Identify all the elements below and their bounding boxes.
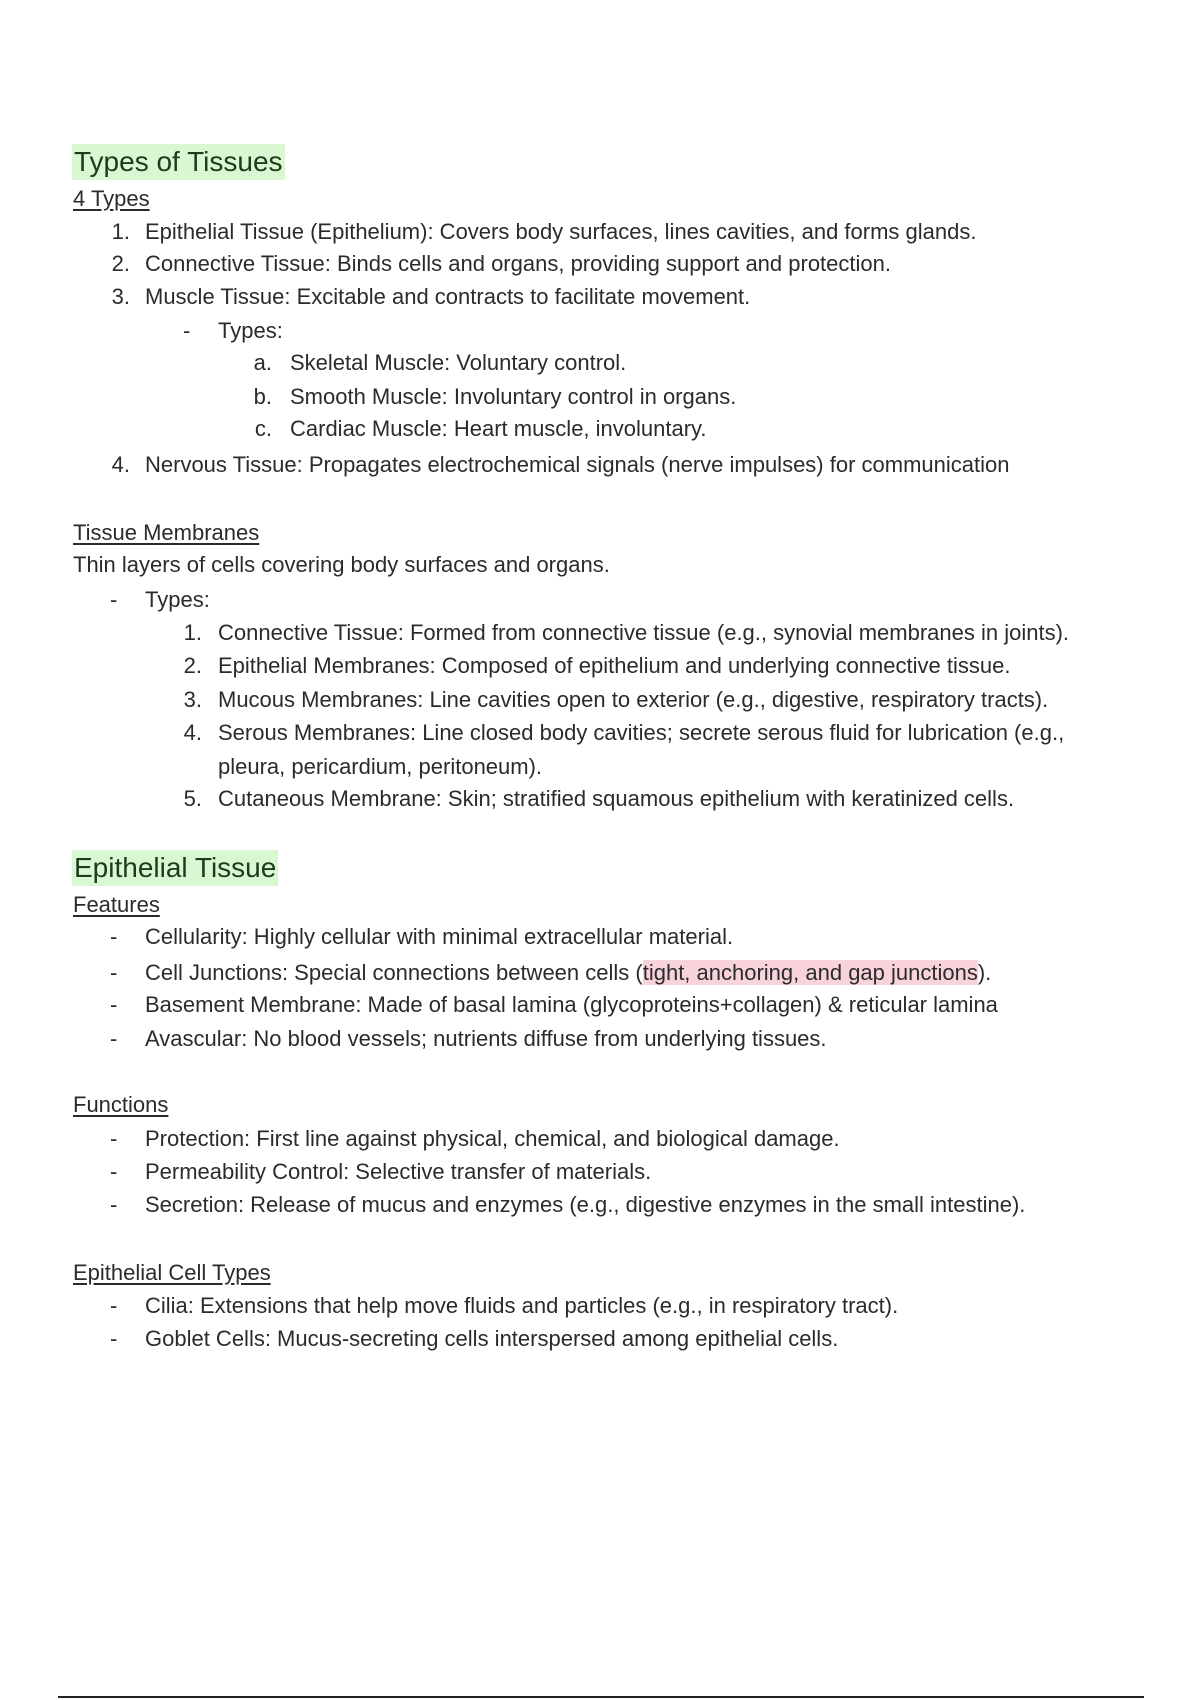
page-bottom-rule	[58, 1696, 1144, 1698]
heading-types-of-tissues: Types of Tissues	[72, 144, 285, 180]
junctions-highlight: tight, anchoring, and gap junctions	[642, 960, 978, 985]
list-marker: b.	[253, 384, 272, 409]
heading-epithelial-tissue: Epithelial Tissue	[72, 850, 278, 886]
list-marker: a.	[253, 350, 272, 375]
list-item: Muscle Tissue: Excitable and contracts to facilitate movement.	[145, 284, 751, 309]
list-item: Cellularity: Highly cellular with minimal extracellular material.	[145, 924, 734, 949]
list-item: Cutaneous Membrane: Skin; stratified squamous epithelium with keratinized cells.	[218, 786, 1015, 811]
bullet-dash: -	[110, 924, 118, 949]
list-item: Smooth Muscle: Involuntary control in organs.	[290, 384, 737, 409]
list-item: Goblet Cells: Mucus-secreting cells interspersed among epithelial cells.	[145, 1326, 839, 1351]
subheading-features: Features	[73, 892, 160, 917]
list-marker: 1.	[111, 219, 130, 244]
list-item: Cilia: Extensions that help move fluids and particles (e.g., in respiratory tract).	[145, 1293, 899, 1318]
bullet-dash: -	[110, 992, 118, 1017]
junctions-text: Cell Junctions: Special connections between cells (	[145, 960, 643, 985]
cell-junctions-item	[145, 958, 991, 988]
list-item: Permeability Control: Selective transfer of materials.	[145, 1159, 652, 1184]
list-item: Avascular: No blood vessels; nutrients diffuse from underlying tissues.	[145, 1026, 827, 1051]
list-marker: 4.	[183, 720, 202, 745]
list-item: Protection: First line against physical, chemical, and biological damage.	[145, 1126, 840, 1151]
list-item: Skeletal Muscle: Voluntary control.	[290, 350, 627, 375]
list-marker: 3.	[183, 687, 202, 712]
list-marker: c.	[254, 416, 272, 441]
bullet-dash: -	[110, 960, 118, 985]
list-item: Connective Tissue: Binds cells and organs, providing support and protection.	[145, 251, 891, 276]
bullet-dash: -	[110, 1192, 118, 1217]
list-item: Serous Membranes: Line closed body cavities; secrete serous fluid for lubrication (e.g.,	[218, 720, 1065, 745]
list-item: Mucous Membranes: Line cavities open to exterior (e.g., digestive, respiratory tracts).	[218, 687, 1049, 712]
bullet-dash: -	[183, 318, 191, 343]
list-marker: 1.	[183, 620, 202, 645]
list-item: Cardiac Muscle: Heart muscle, involuntary.	[290, 416, 707, 441]
list-item: Epithelial Tissue (Epithelium): Covers body surfaces, lines cavities, and forms glands.	[145, 219, 977, 244]
list-marker: 2.	[111, 251, 130, 276]
bullet-dash: -	[110, 1126, 118, 1151]
list-item: Basement Membrane: Made of basal lamina (glycoproteins+collagen) & reticular lamina	[145, 992, 998, 1017]
list-marker: 3.	[111, 284, 130, 309]
subheading-4-types: 4 Types	[73, 186, 150, 211]
list-item-continuation: pleura, pericardium, peritoneum).	[218, 754, 543, 779]
subheading-functions: Functions	[73, 1092, 169, 1117]
membranes-description: Thin layers of cells covering body surfaces and organs.	[73, 552, 610, 577]
list-marker: 5.	[183, 786, 202, 811]
subheading-tissue-membranes: Tissue Membranes	[73, 520, 260, 545]
list-item: Connective Tissue: Formed from connective tissue (e.g., synovial membranes in joints).	[218, 620, 1070, 645]
subheading-epithelial-cell-types: Epithelial Cell Types	[73, 1260, 271, 1285]
list-marker: 2.	[183, 653, 202, 678]
bullet-dash: -	[110, 1326, 118, 1351]
list-item: Secretion: Release of mucus and enzymes (e.g., digestive enzymes in the small intestine).	[145, 1192, 1026, 1217]
list-item: Nervous Tissue: Propagates electrochemical signals (nerve impulses) for communication	[145, 452, 1010, 477]
muscle-types-label: Types:	[218, 318, 283, 343]
bullet-dash: -	[110, 587, 118, 612]
list-marker: 4.	[111, 452, 130, 477]
bullet-dash: -	[110, 1026, 118, 1051]
bullet-dash: -	[110, 1159, 118, 1184]
list-item: Epithelial Membranes: Composed of epithelium and underlying connective tissue.	[218, 653, 1011, 678]
bullet-dash: -	[110, 1293, 118, 1318]
membranes-types-label: Types:	[145, 587, 210, 612]
junctions-text-end: ).	[977, 960, 992, 985]
